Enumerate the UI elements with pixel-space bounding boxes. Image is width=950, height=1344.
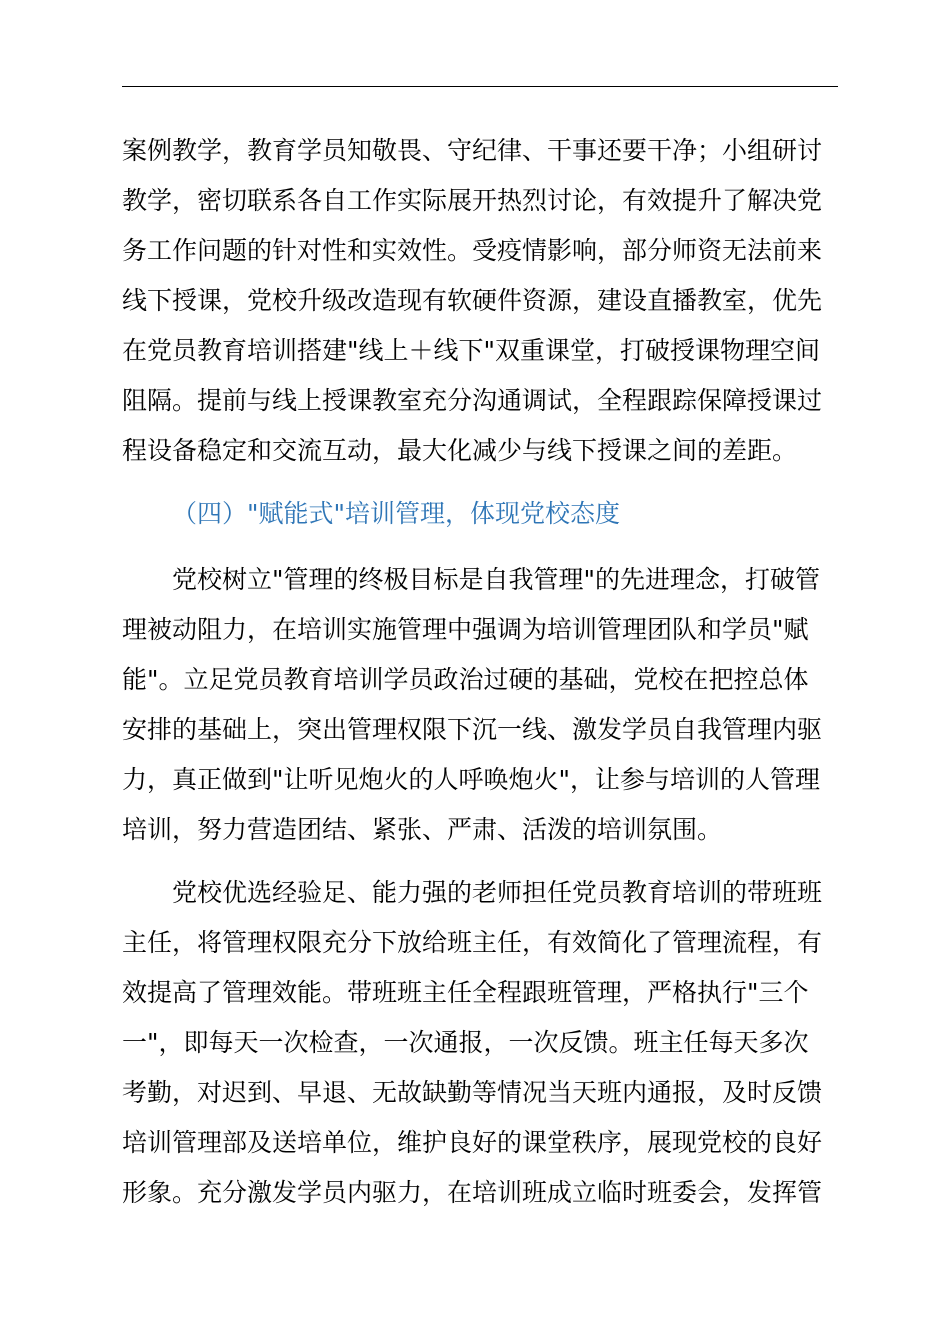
paragraph-line: 教学，密切联系各自工作实际展开热烈讨论，有效提升了解决党 — [122, 186, 823, 215]
paragraph-line: 力，真正做到"让听见炮火的人呼唤炮火"，让参与培训的人管理 — [122, 765, 821, 794]
paragraph-line: 主任，将管理权限充分下放给班主任，有效简化了管理流程，有 — [122, 928, 823, 957]
section-heading: （四）"赋能式"培训管理，体现党校态度 — [172, 499, 620, 528]
paragraph-line: 党校树立"管理的终极目标是自我管理"的先进理念，打破管 — [172, 565, 821, 594]
paragraph-line: 务工作问题的针对性和实效性。受疫情影响，部分师资无法前来 — [122, 236, 823, 265]
paragraph-line: 考勤，对迟到、早退、无故缺勤等情况当天班内通报，及时反馈 — [122, 1078, 823, 1107]
paragraph-line: 程设备稳定和交流互动，最大化减少与线下授课之间的差距。 — [122, 436, 798, 465]
paragraph-line: 能"。立足党员教育培训学员政治过硬的基础，党校在把控总体 — [122, 665, 809, 694]
paragraph-line: 培训，努力营造团结、紧张、严肃、活泼的培训氛围。 — [122, 815, 723, 844]
paragraph-line: 案例教学，教育学员知敬畏、守纪律、干事还要干净；小组研讨 — [122, 136, 823, 165]
header-rule — [122, 86, 838, 87]
paragraph-line: 培训管理部及送培单位，维护良好的课堂秩序，展现党校的良好 — [122, 1128, 823, 1157]
paragraph-line: 一"，即每天一次检查，一次通报，一次反馈。班主任每天多次 — [122, 1028, 809, 1057]
paragraph-line: 理被动阻力，在培训实施管理中强调为培训管理团队和学员"赋 — [122, 615, 809, 644]
paragraph-line: 线下授课，党校升级改造现有软硬件资源，建设直播教室，优先 — [122, 286, 823, 315]
paragraph-line: 形象。充分激发学员内驱力，在培训班成立临时班委会，发挥管 — [122, 1178, 823, 1207]
paragraph-line: 在党员教育培训搭建"线上＋线下"双重课堂，打破授课物理空间 — [122, 336, 821, 365]
paragraph-line: 安排的基础上，突出管理权限下沉一线、激发学员自我管理内驱 — [122, 715, 823, 744]
paragraph-line: 效提高了管理效能。带班班主任全程跟班管理，严格执行"三个 — [122, 978, 809, 1007]
paragraph-line: 阻隔。提前与线上授课教室充分沟通调试，全程跟踪保障授课过 — [122, 386, 823, 415]
paragraph-line: 党校优选经验足、能力强的老师担任党员教育培训的带班班 — [172, 878, 823, 907]
